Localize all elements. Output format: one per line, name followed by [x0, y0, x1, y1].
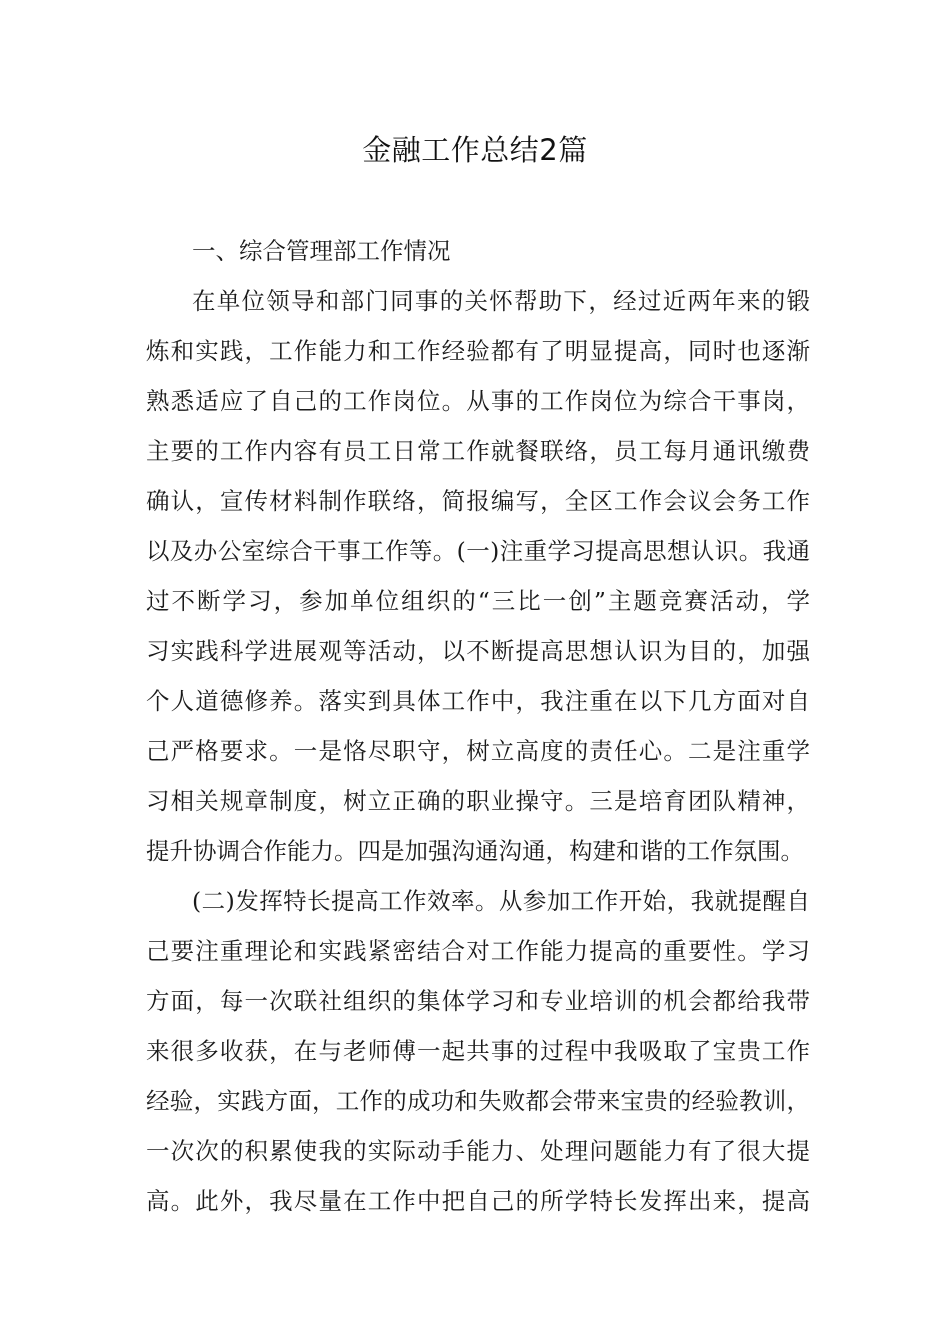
paragraph-line: 来很多收获，在与老师傅一起共事的过程中我吸取了宝贵工作: [146, 1037, 810, 1065]
paragraph-line: 己严格要求。一是恪尽职守，树立高度的责任心。二是注重学: [146, 737, 810, 765]
paragraph-line: 个人道德修养。落实到具体工作中，我注重在以下几方面对自: [146, 687, 810, 715]
paragraph-line: 在单位领导和部门同事的关怀帮助下，经过近两年来的锻: [192, 287, 810, 315]
paragraph-line: 习相关规章制度，树立正确的职业操守。三是培育团队精神，: [146, 787, 810, 815]
paragraph-line: 习实践科学进展观等活动，以不断提高思想认识为目的，加强: [146, 637, 810, 665]
paragraph-line: 经验，实践方面，工作的成功和失败都会带来宝贵的经验教训，: [146, 1087, 810, 1115]
paragraph-line: 己要注重理论和实践紧密结合对工作能力提高的重要性。学习: [146, 937, 810, 965]
paragraph-line: 提升协调合作能力。四是加强沟通沟通，构建和谐的工作氛围。: [146, 837, 804, 865]
paragraph-line: 以及办公室综合干事工作等。(一)注重学习提高思想认识。我通: [146, 537, 810, 565]
paragraph-line: 炼和实践，工作能力和工作经验都有了明显提高，同时也逐渐: [146, 337, 810, 365]
paragraph-line: 主要的工作内容有员工日常工作就餐联络，员工每月通讯缴费: [146, 437, 810, 465]
section-heading: 一、综合管理部工作情况: [192, 237, 451, 265]
paragraph-line: 熟悉适应了自己的工作岗位。从事的工作岗位为综合干事岗，: [146, 387, 810, 415]
paragraph-line: 过不断学习，参加单位组织的“三比一创”主题竞赛活动，学: [146, 587, 810, 615]
paragraph-line: 确认，宣传材料制作联络，简报编写，全区工作会议会务工作: [146, 487, 810, 515]
paragraph-line: (二)发挥特长提高工作效率。从参加工作开始，我就提醒自: [192, 887, 810, 915]
paragraph-line: 一次次的积累使我的实际动手能力、处理问题能力有了很大提: [146, 1137, 810, 1165]
paragraph-line: 方面，每一次联社组织的集体学习和专业培训的机会都给我带: [146, 987, 810, 1015]
paragraph-line: 高。此外，我尽量在工作中把自己的所学特长发挥出来，提高: [146, 1187, 810, 1215]
document-title: 金融工作总结2篇: [362, 133, 588, 167]
